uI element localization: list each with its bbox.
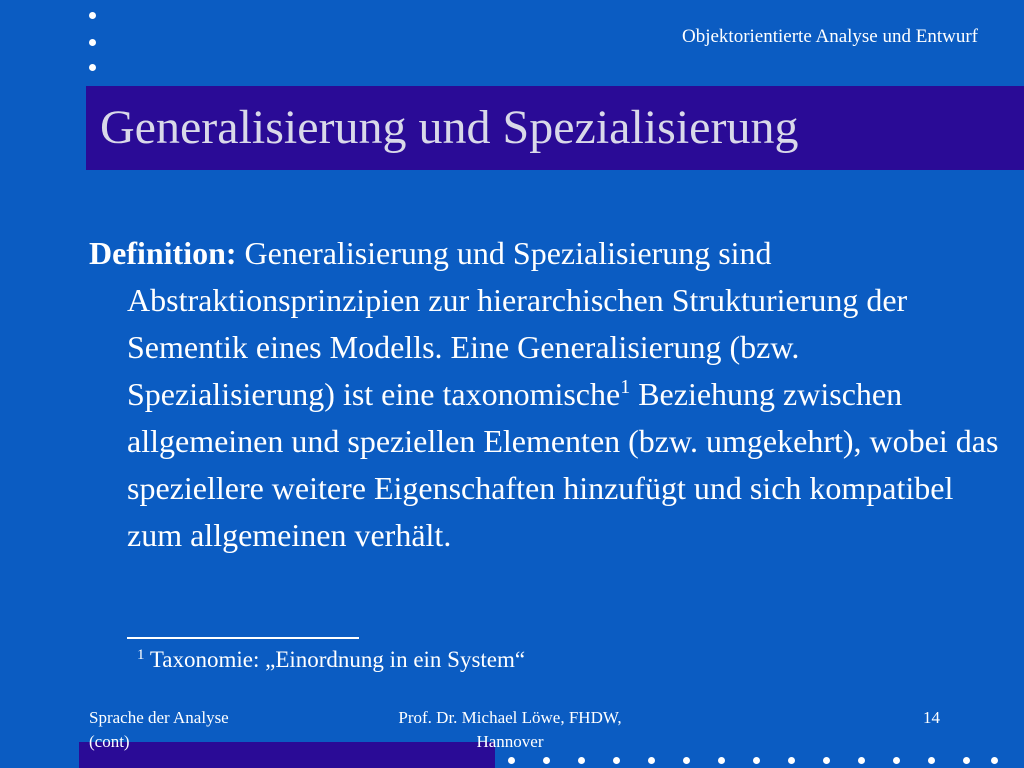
footnote-reference: 1: [620, 376, 631, 398]
footnote: [137, 647, 525, 673]
footer-author-line-1: Prof. Dr. Michael Löwe, FHDW,: [398, 708, 622, 727]
decorative-dot: [89, 64, 96, 71]
decorative-dot: [89, 12, 96, 19]
course-title: Objektorientierte Analyse und Entwurf: [681, 26, 978, 47]
decorative-dot: [928, 757, 935, 764]
decorative-dot: [788, 757, 795, 764]
decorative-dot: [543, 757, 550, 764]
decorative-dot: [893, 757, 900, 764]
definition-label: Definition:: [89, 235, 237, 271]
decorative-dot: [753, 757, 760, 764]
decorative-dot: [89, 39, 96, 46]
page-number: 14: [923, 708, 940, 727]
footnote-number: 1: [137, 647, 145, 663]
decorative-dot: [648, 757, 655, 764]
footer-author-line-2: Hannover: [476, 732, 544, 751]
decorative-dot: [508, 757, 515, 764]
footer-topic-line-2: (cont): [89, 732, 130, 751]
definition-paragraph: [89, 230, 1007, 559]
footer-topic-line-1: Sprache der Analyse: [89, 708, 229, 727]
decorative-dot: [991, 757, 998, 764]
definition-text-part-2: Beziehung zwischen allgemeinen und speziellen Elementen (bzw. umgekehrt), wobei das speziellere weitere Eigenschaften hinzufügt und sich kompatibel zum allgemeinen verhält.: [127, 376, 999, 553]
decorative-dot: [718, 757, 725, 764]
decorative-dot: [858, 757, 865, 764]
decorative-dot: [823, 757, 830, 764]
slide-title: Generalisierung und Spezialisierung: [100, 101, 799, 154]
decorative-dot: [613, 757, 620, 764]
decorative-dot: [683, 757, 690, 764]
footnote-divider: [127, 637, 359, 639]
definition-text-part-1: Generalisierung und Spezialisierung sind Abstraktionsprinzipien zur hierarchischen Strukturierung der Sementik eines Modells. Eine Generalisierung (bzw. Spezialisierung) ist eine taxonomische: [127, 235, 908, 412]
footnote-text: Taxonomie: „Einordnung in ein System“: [144, 647, 526, 672]
decorative-dot: [578, 757, 585, 764]
footer-topic: [89, 706, 229, 754]
footer-author: [360, 706, 660, 754]
decorative-dot: [963, 757, 970, 764]
